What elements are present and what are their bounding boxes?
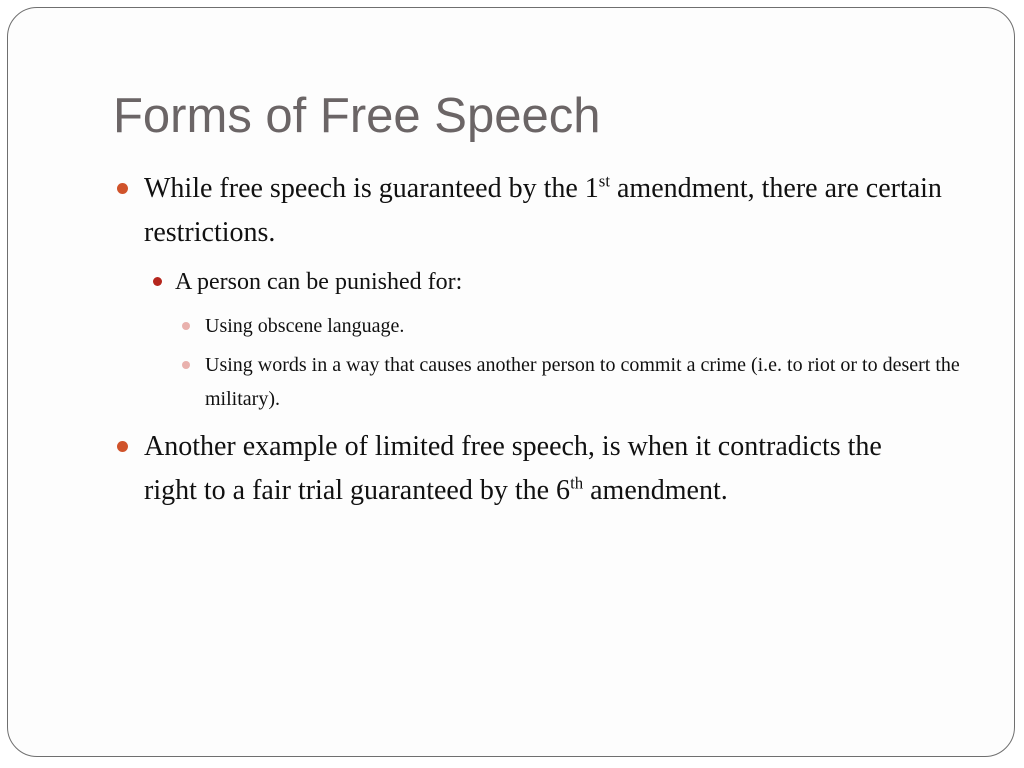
bullet-text: Using words in a way that causes another person to commit a crime (i.e. to riot or to desert the military). xyxy=(205,354,960,410)
bullet-text: Another example of limited free speech, is when it contradicts the right to a fair trial guaranteed by the 6th amendment. xyxy=(144,431,882,506)
sub-sub-bullet-item-crime xyxy=(205,348,965,416)
bullet-dot-icon xyxy=(117,441,128,452)
slide-title: Forms of Free Speech xyxy=(113,89,601,143)
sub-sub-bullet-item-obscene xyxy=(205,309,965,343)
bullet-text: Using obscene language. xyxy=(205,315,405,337)
bullet-item-first-amendment xyxy=(144,167,964,255)
bullet-text: A person can be punished for: xyxy=(175,269,463,295)
bullet-dot-icon xyxy=(182,322,190,330)
sub-bullet-item-punished xyxy=(175,265,955,299)
bullet-item-sixth-amendment xyxy=(144,425,904,513)
bullet-dot-icon xyxy=(153,277,162,286)
bullet-dot-icon xyxy=(182,361,190,369)
bullet-text: While free speech is guaranteed by the 1st amendment, there are certain restrictions. xyxy=(144,171,942,248)
bullet-dot-icon xyxy=(117,183,128,194)
